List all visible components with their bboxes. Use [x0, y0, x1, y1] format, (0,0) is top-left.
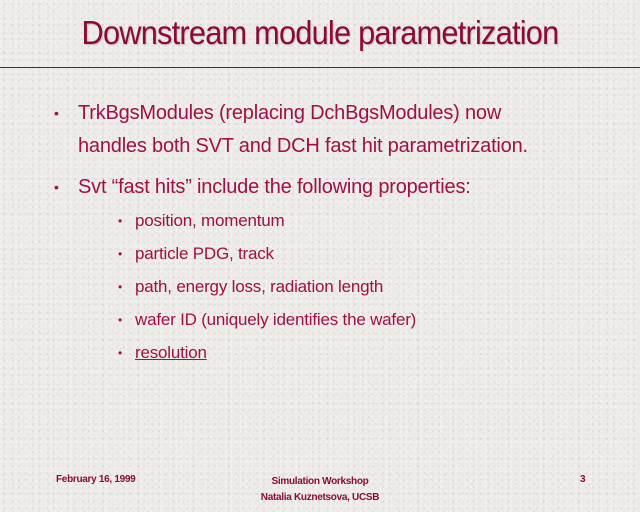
bullet-item: [54, 171, 598, 204]
sub-bullet-item: [118, 243, 595, 265]
footer-center: [220, 474, 420, 506]
bullet-item-continuation: [78, 130, 598, 163]
sub-bullet-dot-icon: •: [118, 214, 123, 228]
sub-bullet-text: wafer ID (uniquely identifies the wafer): [135, 310, 417, 329]
bullet-text: Svt “fast hits” include the following properties:: [78, 176, 471, 198]
bullet-text: handles both SVT and DCH fast hit parametrization.: [78, 135, 528, 157]
page-number: 3: [580, 474, 586, 485]
sub-bullet-dot-icon: •: [118, 280, 123, 294]
sub-bullet-dot-icon: •: [118, 313, 123, 327]
bullet-item: [54, 97, 598, 130]
sub-bullet-item: [118, 276, 595, 298]
sub-bullet-dot-icon: •: [118, 346, 123, 360]
slide-title: Downstream module parametrization: [81, 14, 559, 51]
sub-bullet-item: [118, 342, 595, 364]
bullet-dot-icon: •: [54, 179, 59, 195]
bullet-dot-icon: •: [54, 105, 59, 121]
sub-bullet-text: particle PDG, track: [135, 244, 274, 263]
footer-date: February 16, 1999: [56, 474, 136, 485]
sub-bullet-text: path, energy loss, radiation length: [135, 277, 384, 296]
bullet-text: TrkBgsModules (replacing DchBgsModules) now: [78, 102, 502, 124]
sub-bullet-item: [118, 210, 595, 232]
sub-bullet-item: [118, 309, 595, 331]
resolution-link[interactable]: resolution: [135, 343, 207, 362]
footer-event: Simulation Workshop: [271, 476, 369, 487]
sub-bullet-text: position, momentum: [135, 211, 285, 230]
sub-bullet-dot-icon: •: [118, 247, 123, 261]
footer-author: Natalia Kuznetsova, UCSB: [260, 492, 380, 503]
